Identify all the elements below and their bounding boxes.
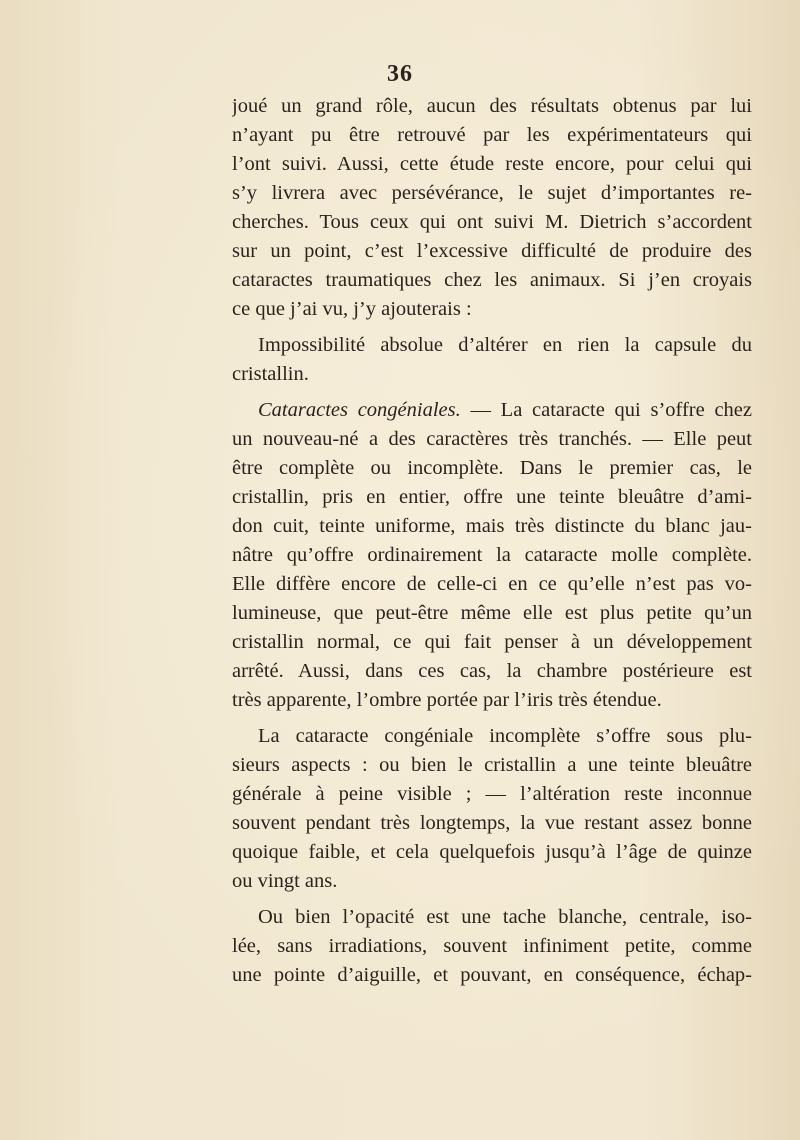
text-line: l’ont suivi. Aussi, cette étude reste encore, pour celui qui: [232, 153, 752, 175]
body-text: [232, 92, 752, 990]
page-number: 36: [387, 61, 413, 87]
text-line: cristallin normal, ce qui fait penser à un développement: [232, 631, 752, 653]
text-line: ou vingt ans.: [232, 870, 338, 892]
text-line: ce que j’ai vu, j’y ajouterais :: [232, 298, 472, 320]
text-line: cherches. Tous ceux qui ont suivi M. Dietrich s’accordent: [232, 211, 752, 233]
text-line: La cataracte congéniale incomplète s’offre sous plu-: [258, 725, 752, 747]
text-line: un nouveau-né a des caractères très tranchés. — Elle peut: [232, 428, 752, 450]
text-line: don cuit, teinte uniforme, mais très distincte du blanc jau-: [232, 515, 752, 537]
text-line: générale à peine visible ; — l’altération reste inconnue: [232, 783, 752, 805]
text-line: Elle diffère encore de celle-ci en ce qu’elle n’est pas vo-: [232, 573, 752, 595]
text-line: une pointe d’aiguille, et pouvant, en conséquence, échap-: [232, 964, 752, 986]
text-line: cristallin, pris en entier, offre une teinte bleuâtre d’ami-: [232, 486, 752, 508]
text-line: être complète ou incomplète. Dans le premier cas, le: [232, 457, 752, 479]
text-line: Ou bien l’opacité est une tache blanche, centrale, iso-: [258, 906, 752, 928]
heading-continuation: — La cataracte qui s’offre chez: [460, 399, 752, 421]
text-line: s’y livrera avec persévérance, le sujet d’importantes re-: [232, 182, 752, 204]
text-line: très apparente, l’ombre portée par l’iris très étendue.: [232, 689, 662, 711]
text-line: arrêté. Aussi, dans ces cas, la chambre postérieure est: [232, 660, 752, 682]
text-line: sur un point, c’est l’excessive difficulté de produire des: [232, 240, 752, 262]
text-line: souvent pendant très longtemps, la vue restant assez bonne: [232, 812, 752, 834]
text-line: lumineuse, que peut-être même elle est plus petite qu’un: [232, 602, 752, 624]
text-line: n’ayant pu être retrouvé par les expérimentateurs qui: [232, 124, 752, 146]
text-line: nâtre qu’offre ordinairement la cataracte molle complète.: [232, 544, 752, 566]
text-line: lée, sans irradiations, souvent infiniment petite, comme: [232, 935, 752, 957]
section-heading: Cataractes congéniales.: [258, 399, 461, 421]
text-line: sieurs aspects : ou bien le cristallin a une teinte bleuâtre: [232, 754, 752, 776]
text-line: joué un grand rôle, aucun des résultats obtenus par lui: [232, 95, 752, 117]
text-line: cataractes traumatiques chez les animaux. Si j’en croyais: [232, 269, 752, 291]
section-heading-line: [232, 396, 752, 425]
text-line: cristallin.: [232, 363, 309, 385]
text-line: quoique faible, et cela quelquefois jusqu’à l’âge de quinze: [232, 841, 752, 863]
text-line: Impossibilité absolue d’altérer en rien la capsule du: [258, 334, 752, 356]
